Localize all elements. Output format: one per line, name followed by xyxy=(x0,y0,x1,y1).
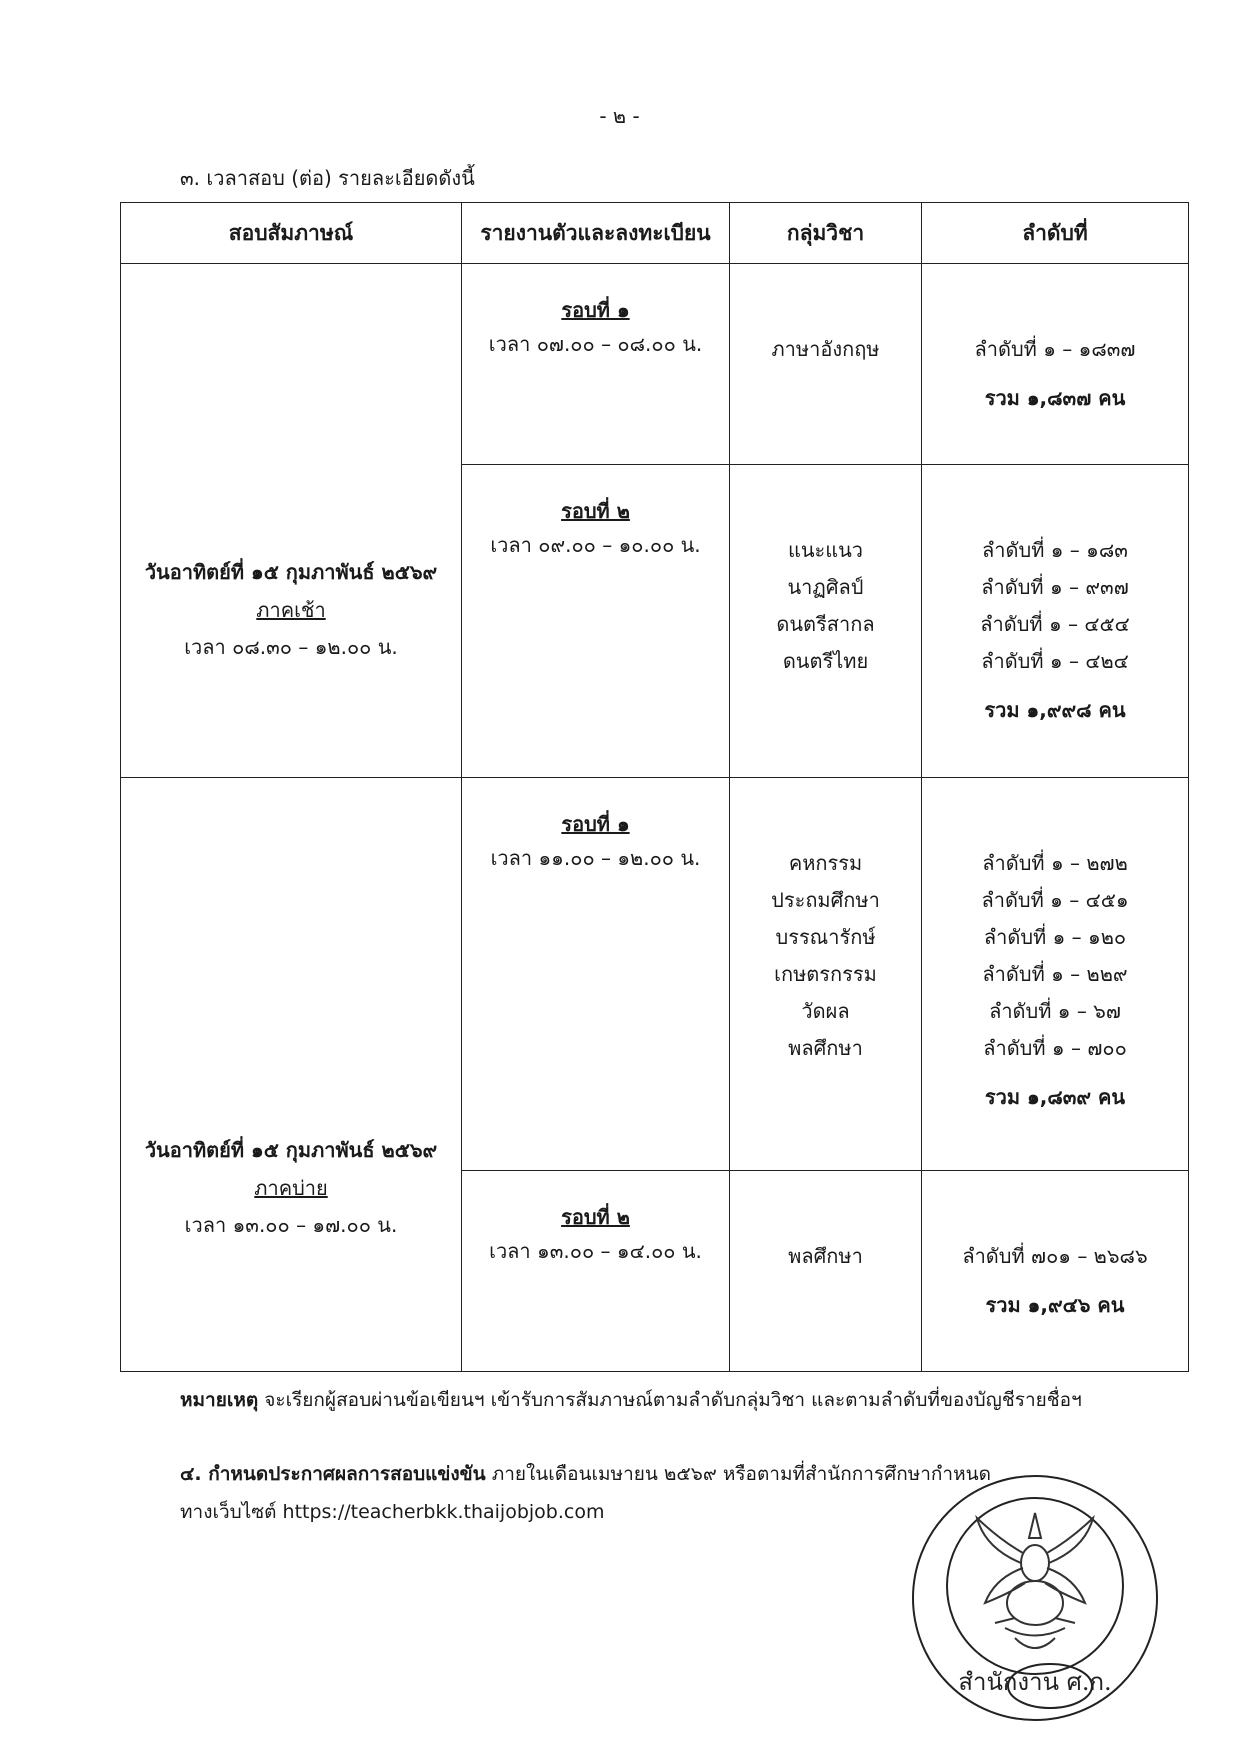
order-range: ลำดับที่ ๑ – ๑๘๓ xyxy=(982,538,1128,562)
footnote-label: หมายเหตุ xyxy=(180,1389,259,1411)
order-range: ลำดับที่ ๑ – ๔๒๔ xyxy=(981,649,1129,673)
order-range: ลำดับที่ ๑ – ๑๘๓๗ xyxy=(974,337,1136,361)
order-cell xyxy=(922,778,1189,1171)
subject: นาฏศิลป์ xyxy=(787,575,864,599)
round-time: เวลา ๑๑.๐๐ – ๑๒.๐๐ น. xyxy=(490,846,701,870)
session-afternoon xyxy=(121,778,462,1372)
session-time: เวลา ๑๓.๐๐ – ๑๗.๐๐ น. xyxy=(184,1212,398,1237)
session-shift: ภาคบ่าย xyxy=(254,1175,328,1200)
subject-cell xyxy=(730,778,922,1171)
table-header-row xyxy=(121,203,1189,264)
header-subject-group: กลุ่มวิชา xyxy=(730,203,922,264)
session-date: วันอาทิตย์ที่ ๑๕ กุมภาพันธ์ ๒๕๖๙ xyxy=(144,1137,438,1162)
subject: วัดผล xyxy=(801,999,850,1023)
subject-cell xyxy=(730,1171,922,1372)
subject: พลศึกษา xyxy=(788,1036,863,1060)
footnote xyxy=(180,1385,1082,1415)
order-cell xyxy=(922,465,1189,778)
subject-cell xyxy=(730,264,922,465)
session-morning xyxy=(121,264,462,778)
subject: บรรณารักษ์ xyxy=(775,925,876,949)
round-label: รอบที่ ๑ xyxy=(561,812,630,836)
subject-cell xyxy=(730,465,922,778)
order-total: รวม ๑,๘๓๙ คน xyxy=(984,1085,1126,1109)
order-range: ลำดับที่ ๑ – ๔๕๑ xyxy=(981,888,1129,912)
session-shift: ภาคเช้า xyxy=(256,598,326,622)
subject: ประถมศึกษา xyxy=(771,888,880,912)
order-cell xyxy=(922,1171,1189,1372)
header-order-number: ลำดับที่ xyxy=(922,203,1189,264)
order-total: รวม ๑,๙๙๘ คน xyxy=(984,698,1126,722)
order-range: ลำดับที่ ๑ – ๒๒๙ xyxy=(982,962,1128,986)
section-4-website: ทางเว็บไซต์ https://teacherbkk.thaijobjob.com xyxy=(180,1501,605,1523)
header-interview: สอบสัมภาษณ์ xyxy=(121,203,462,264)
table-row xyxy=(121,778,1189,1171)
round-label: รอบที่ ๒ xyxy=(561,499,630,523)
round-cell xyxy=(462,264,730,465)
schedule-table xyxy=(120,202,1189,1372)
section-title: ๓. เวลาสอบ (ต่อ) รายละเอียดดังนี้ xyxy=(180,166,475,190)
table-row xyxy=(121,264,1189,465)
order-total: รวม ๑,๘๓๗ คน xyxy=(984,386,1126,410)
order-range: ลำดับที่ ๗๐๑ – ๒๖๘๖ xyxy=(962,1244,1148,1268)
subject: ดนตรีไทย xyxy=(782,649,869,673)
round-cell xyxy=(462,778,730,1171)
order-range: ลำดับที่ ๑ – ๒๗๒ xyxy=(982,851,1128,875)
section-4-text: ภายในเดือนเมษายน ๒๕๖๙ หรือตามที่สำนักการศึกษากำหนด xyxy=(485,1463,991,1485)
session-time: เวลา ๐๘.๓๐ – ๑๒.๐๐ น. xyxy=(184,635,398,659)
order-range: ลำดับที่ ๑ – ๙๓๗ xyxy=(981,575,1129,599)
header-registration: รายงานตัวและลงทะเบียน xyxy=(462,203,730,264)
order-range: ลำดับที่ ๑ – ๔๕๔ xyxy=(980,612,1130,636)
subject: เกษตรกรรม xyxy=(774,962,877,986)
subject: ภาษาอังกฤษ xyxy=(771,337,880,361)
subject: พลศึกษา xyxy=(788,1244,863,1268)
subject: แนะแนว xyxy=(787,538,864,562)
page-number: - ๒ - xyxy=(599,104,640,128)
round-time: เวลา ๐๙.๐๐ – ๑๐.๐๐ น. xyxy=(490,533,701,557)
round-time: เวลา ๑๓.๐๐ – ๑๔.๐๐ น. xyxy=(489,1239,702,1263)
subject: คหกรรม xyxy=(788,851,863,875)
round-time: เวลา ๐๗.๐๐ – ๐๘.๐๐ น. xyxy=(488,332,703,356)
round-label: รอบที่ ๑ xyxy=(561,298,630,322)
footnote-text: จะเรียกผู้สอบผ่านข้อเขียนฯ เข้ารับการสัมภาษณ์ตามลำดับกลุ่มวิชา และตามลำดับที่ของบัญชีรายชื่อฯ xyxy=(258,1389,1082,1411)
round-cell xyxy=(462,465,730,778)
section-4-title: ๔. กำหนดประกาศผลการสอบแข่งขัน xyxy=(180,1463,486,1485)
garuda-seal-icon xyxy=(905,1468,1165,1728)
order-range: ลำดับที่ ๑ – ๖๗ xyxy=(989,999,1121,1023)
round-cell xyxy=(462,1171,730,1372)
seal-text: สำนักงาน ศ.ก. xyxy=(958,1668,1112,1696)
order-range: ลำดับที่ ๑ – ๑๒๐ xyxy=(983,925,1127,949)
order-range: ลำดับที่ ๑ – ๗๐๐ xyxy=(983,1036,1127,1060)
subject: ดนตรีสากล xyxy=(776,612,875,636)
order-cell xyxy=(922,264,1189,465)
order-total: รวม ๑,๙๔๖ คน xyxy=(985,1293,1125,1317)
session-date: วันอาทิตย์ที่ ๑๕ กุมภาพันธ์ ๒๕๖๙ xyxy=(144,560,438,584)
round-label: รอบที่ ๒ xyxy=(561,1205,630,1229)
